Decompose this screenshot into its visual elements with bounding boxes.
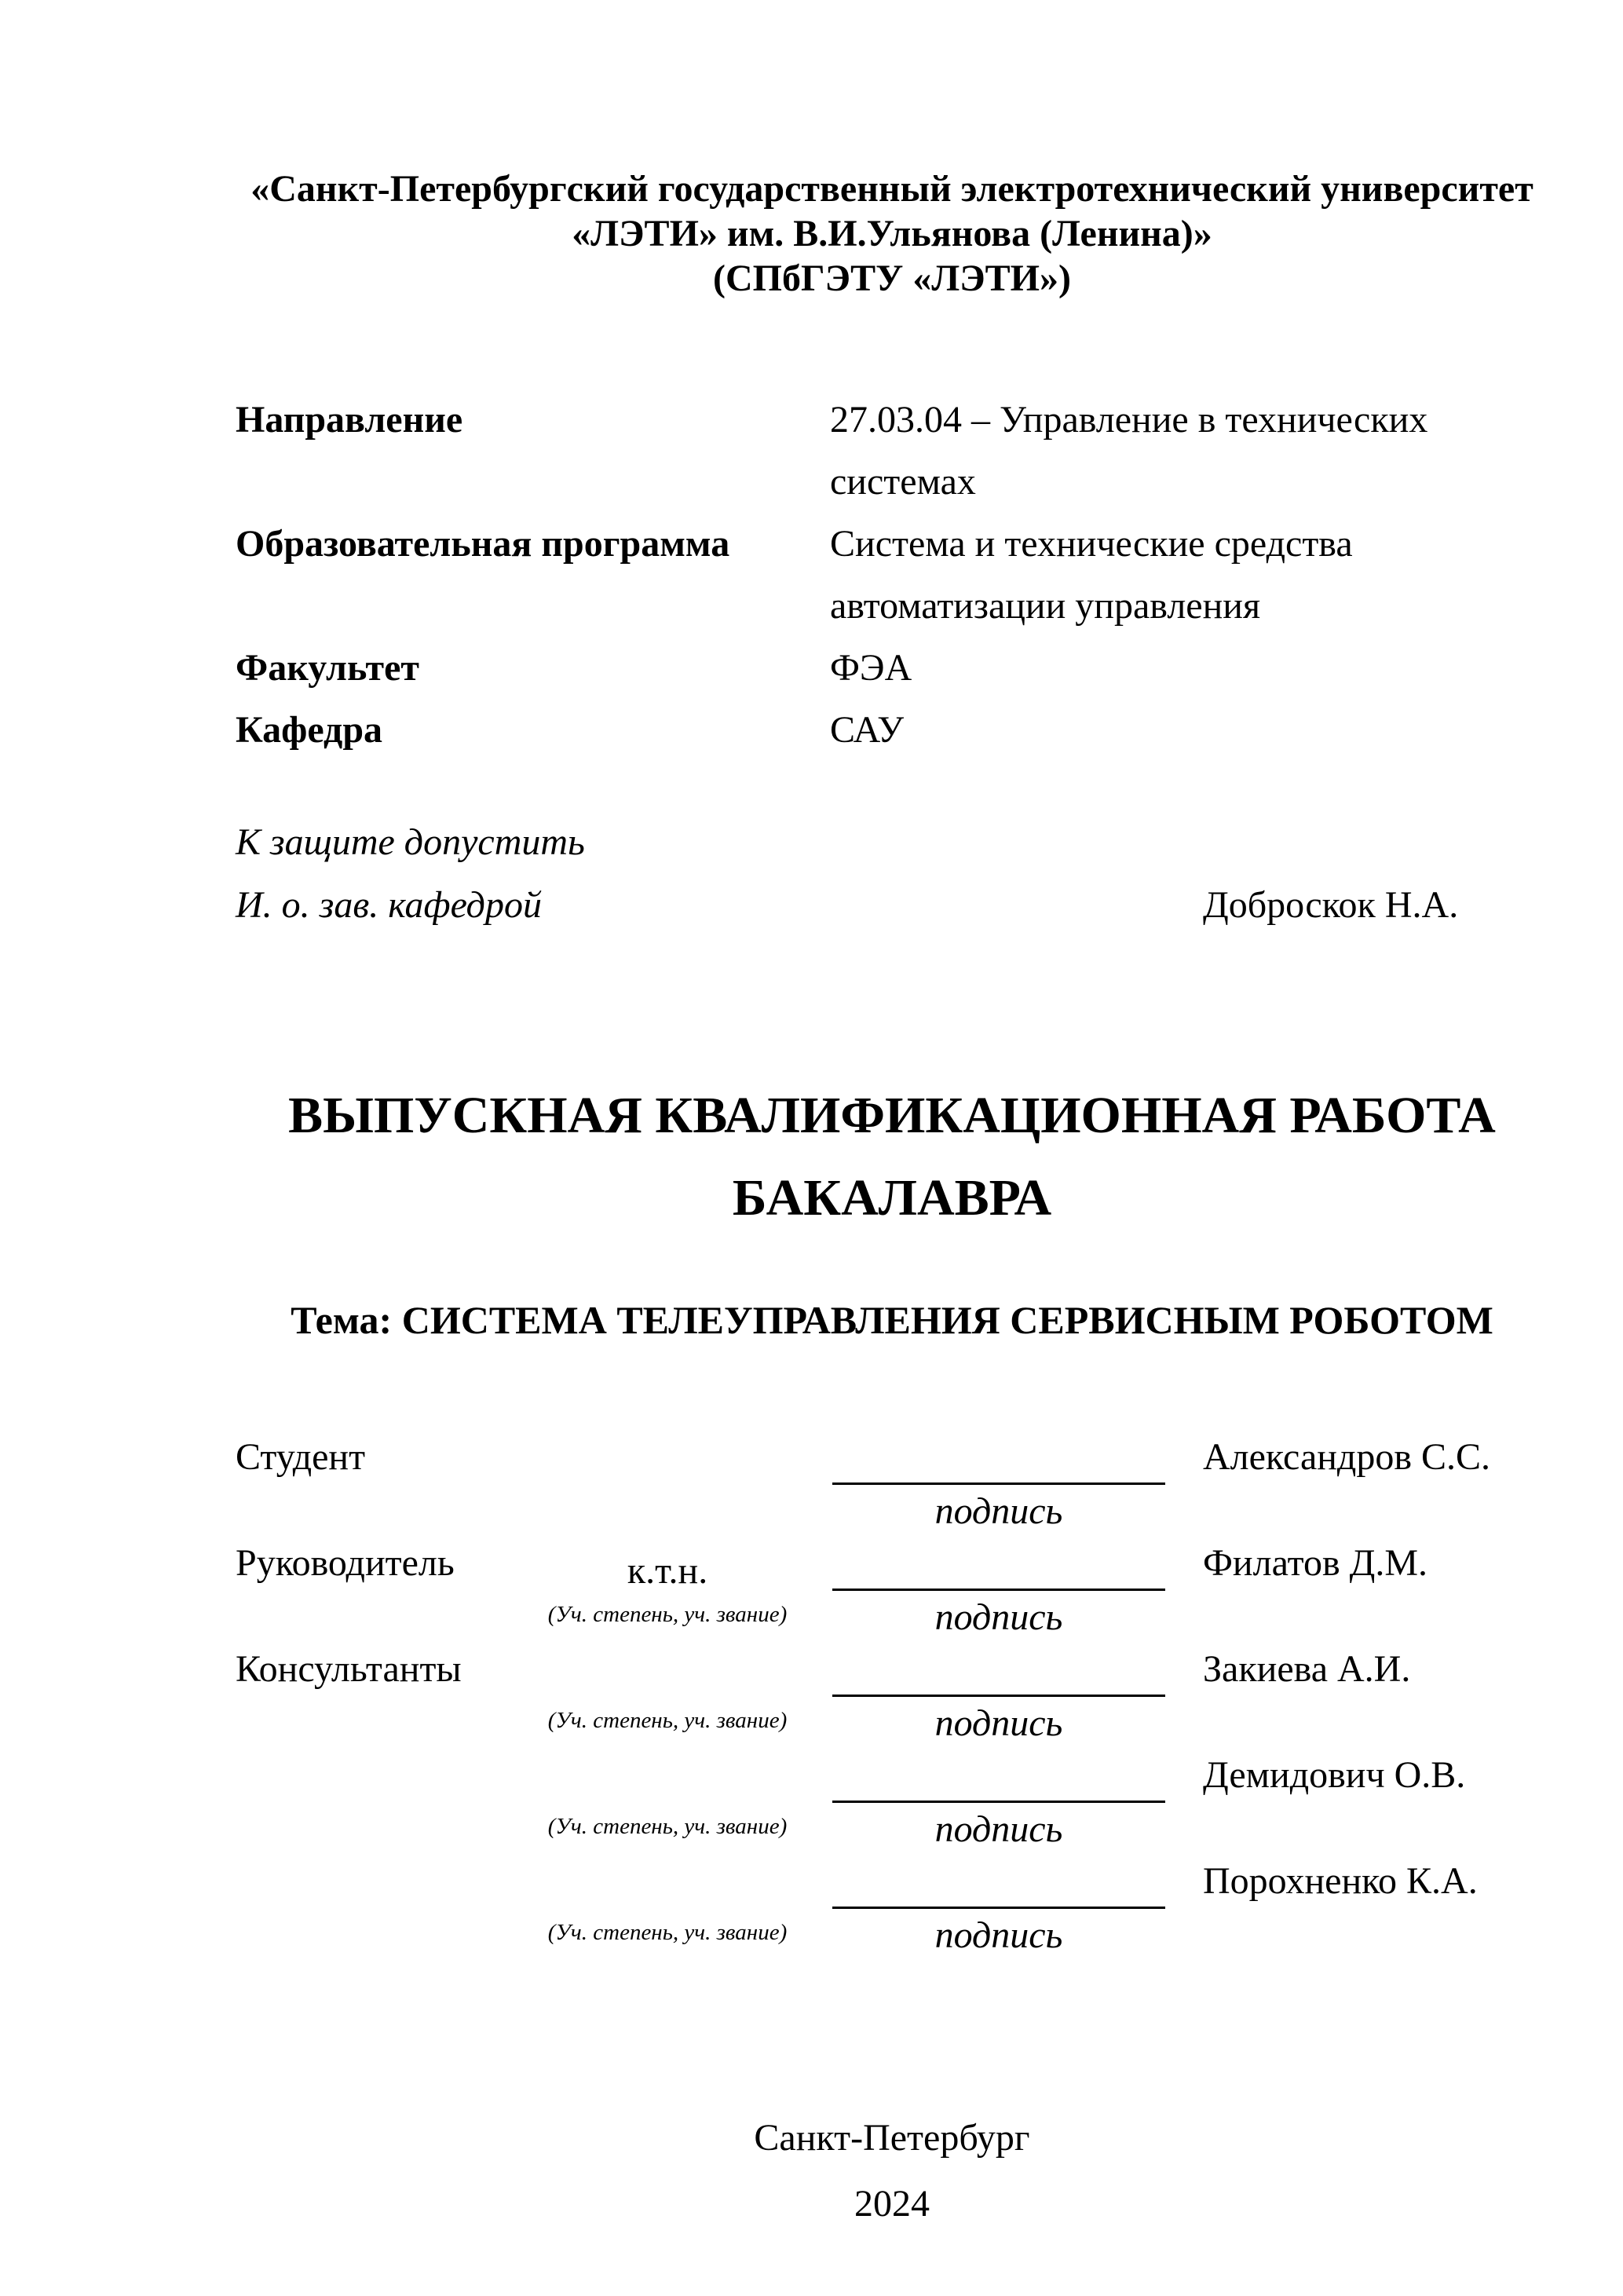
degree-note: (Уч. степень, уч. звание) — [547, 1920, 788, 1945]
university-name-line-1: «Санкт-Петербургский государственный электротехнический университет — [250, 168, 1533, 210]
acting-head-label: И. о. зав. кафедрой — [236, 884, 542, 926]
signature-line — [832, 1442, 1165, 1485]
signature-row-student — [236, 1436, 1548, 1548]
signature-line — [832, 1866, 1165, 1909]
acting-head-name: Доброскок Н.А. — [1203, 884, 1459, 926]
direction-value: 27.03.04 – Управление в технических системах — [830, 399, 1428, 503]
signature-row-supervisor — [236, 1542, 1548, 1654]
signature-row-consultant-3 — [236, 1860, 1548, 1972]
degree-note: (Уч. степень, уч. звание) — [547, 1814, 788, 1839]
info-row-direction — [236, 389, 1548, 513]
degree-note — [503, 1485, 832, 1548]
signature-caption: подпись — [934, 1702, 1063, 1744]
university-header — [236, 166, 1548, 301]
role-label — [236, 1903, 503, 1909]
signature-caption: подпись — [934, 1914, 1063, 1956]
degree-label: к.т.н. — [627, 1549, 708, 1592]
role-label: Руководитель — [236, 1542, 455, 1584]
admission-block — [236, 811, 1548, 937]
work-title — [236, 1074, 1548, 1239]
info-row-faculty — [236, 637, 1548, 699]
signee-name: Демидович О.В. — [1203, 1754, 1466, 1796]
signature-caption: подпись — [934, 1596, 1063, 1638]
admission-note: К защите допустить — [236, 821, 585, 863]
signature-caption: подпись — [934, 1808, 1063, 1850]
thesis-theme: Тема: СИСТЕМА ТЕЛЕУПРАВЛЕНИЯ СЕРВИСНЫМ РОБОТОМ — [291, 1298, 1493, 1342]
admission-signature-row — [236, 874, 1548, 937]
info-row-department — [236, 699, 1548, 761]
program-label: Образовательная программа — [236, 523, 730, 565]
signee-name: Александров С.С. — [1203, 1436, 1491, 1478]
university-abbreviation: (СПбГЭТУ «ЛЭТИ») — [713, 258, 1071, 299]
signature-caption: подпись — [934, 1490, 1063, 1532]
university-name-line-2: «ЛЭТИ» им. В.И.Ульянова (Ленина)» — [572, 213, 1212, 254]
signee-name: Закиева А.И. — [1203, 1648, 1411, 1690]
signature-line — [832, 1548, 1165, 1591]
footer — [236, 2105, 1548, 2237]
program-info-table — [236, 389, 1548, 761]
program-value: Система и технические средства автоматизации управления — [830, 523, 1353, 627]
signature-line — [832, 1654, 1165, 1697]
faculty-label: Факультет — [236, 647, 419, 689]
faculty-value: ФЭА — [830, 647, 912, 689]
role-label: Консультанты — [236, 1648, 462, 1690]
signee-name: Порохненко К.А. — [1203, 1860, 1478, 1902]
work-title-line-1: ВЫПУСКНАЯ КВАЛИФИКАЦИОННАЯ РАБОТА — [288, 1087, 1496, 1144]
department-label: Кафедра — [236, 709, 383, 751]
signature-row-consultant-2 — [236, 1754, 1548, 1866]
degree-note: (Уч. степень, уч. звание) — [547, 1602, 788, 1627]
department-value: САУ — [830, 709, 905, 751]
footer-city: Санкт-Петербург — [754, 2117, 1030, 2159]
signature-row-consultant-1 — [236, 1648, 1548, 1760]
signature-table — [236, 1436, 1548, 1972]
degree-note: (Уч. степень, уч. звание) — [547, 1708, 788, 1733]
role-label — [236, 1797, 503, 1803]
footer-year: 2024 — [854, 2183, 930, 2225]
role-label: Студент — [236, 1436, 366, 1478]
direction-label: Направление — [236, 399, 463, 441]
info-row-program — [236, 513, 1548, 637]
work-title-line-2: БАКАЛАВРА — [732, 1169, 1052, 1227]
signee-name: Филатов Д.М. — [1203, 1542, 1428, 1584]
signature-line — [832, 1760, 1165, 1803]
